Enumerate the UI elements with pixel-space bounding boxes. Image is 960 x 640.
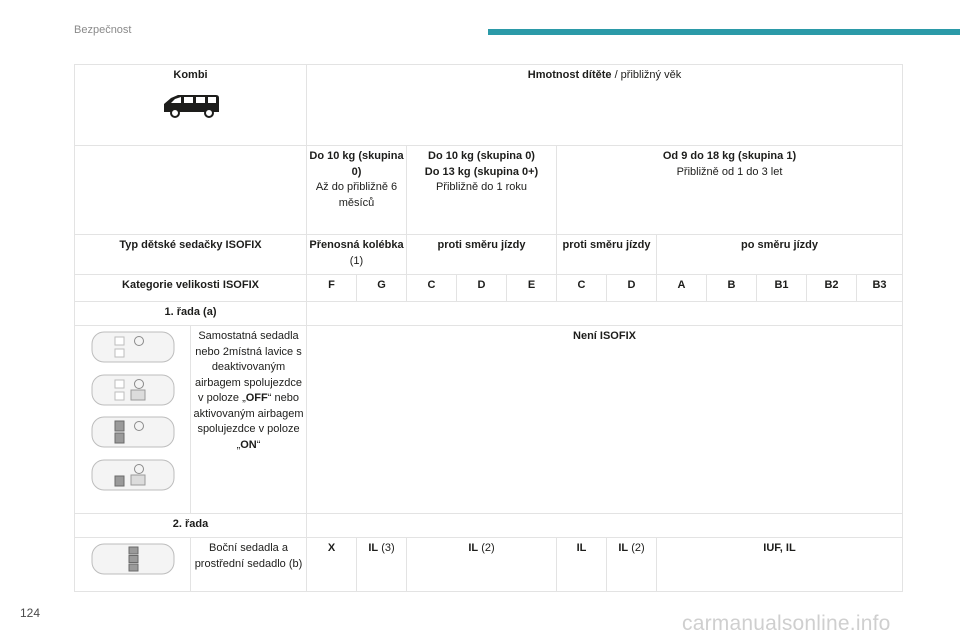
row-2-value: IL (2)	[607, 538, 657, 592]
table-row	[75, 326, 903, 514]
row-2-label: 2. řada	[75, 514, 307, 538]
typ-rear-facing-2: proti směru jízdy	[557, 235, 657, 275]
section-title: Bezpečnost	[74, 24, 132, 36]
row-1-seat-diagrams	[75, 326, 191, 514]
typ-rear-facing-1: proti směru jízdy	[407, 235, 557, 275]
van-icon	[77, 92, 304, 124]
table-row	[75, 65, 903, 146]
isofix-table	[74, 64, 903, 592]
kat-cell: B	[707, 275, 757, 302]
typ-carrycot-cell: Přenosná kolébka (1)	[307, 235, 407, 275]
weight-label-rest: / přibližný věk	[611, 69, 682, 81]
rear-seat-diagram-icon	[91, 543, 175, 575]
front-seat-diagram-icon	[91, 331, 175, 363]
table-row	[75, 302, 903, 326]
kat-cell: C	[557, 275, 607, 302]
kat-cell: G	[357, 275, 407, 302]
row-1-description: Samostatná sedadla nebo 2místná lavice s deaktivovaným airbagem spolujezdce v poloze „OFF“ nebo aktivovaným airbagem spolujezdce v poloze „ON“	[191, 326, 307, 514]
kat-label: Kategorie velikosti ISOFIX	[75, 275, 307, 302]
table-row	[75, 275, 903, 302]
row-2-value: X	[307, 538, 357, 592]
table-row	[75, 146, 903, 235]
row-1-value: Není ISOFIX	[307, 326, 903, 514]
front-seat-diagram-icon	[91, 374, 175, 406]
kat-cell: B3	[857, 275, 903, 302]
kat-cell: F	[307, 275, 357, 302]
kat-cell: D	[607, 275, 657, 302]
front-seat-diagram-icon	[91, 459, 175, 491]
kat-cell: B2	[807, 275, 857, 302]
kombi-label: Kombi	[173, 69, 208, 81]
row-1-label: 1. řada (a)	[75, 302, 307, 326]
table-row	[75, 538, 903, 592]
row-2-value: IL	[557, 538, 607, 592]
weight-header-cell	[307, 65, 903, 146]
front-seat-diagram-icon	[91, 416, 175, 448]
group-1-cell: Od 9 do 18 kg (skupina 1) Přibližně od 1 do 3 let	[557, 146, 903, 235]
group-0-plus-cell: Do 10 kg (skupina 0) Do 13 kg (skupina 0+) Přibližně do 1 roku	[407, 146, 557, 235]
vehicle-cell	[75, 65, 307, 146]
typ-label: Typ dětské sedačky ISOFIX	[75, 235, 307, 275]
row-2-seat-diagram	[75, 538, 191, 592]
typ-forward-facing: po směru jízdy	[657, 235, 903, 275]
row-2-value: IL (3)	[357, 538, 407, 592]
row-2-description: Boční sedadla a prostřední sedadlo (b)	[191, 538, 307, 592]
kat-cell: B1	[757, 275, 807, 302]
kat-cell: A	[657, 275, 707, 302]
watermark: carmanualsonline.info	[682, 612, 891, 635]
table-row	[75, 235, 903, 275]
row-2-value: IUF, IL	[657, 538, 903, 592]
kat-cell: D	[457, 275, 507, 302]
group-0-cell: Do 10 kg (skupina 0) Až do přibližně 6 měsíců	[307, 146, 407, 235]
row-2-value: IL (2)	[407, 538, 557, 592]
page-number: 124	[20, 606, 41, 620]
kat-cell: C	[407, 275, 457, 302]
weight-label: Hmotnost dítěte	[527, 69, 612, 81]
kat-cell: E	[507, 275, 557, 302]
header-accent-bar	[488, 29, 960, 35]
table-row	[75, 514, 903, 538]
